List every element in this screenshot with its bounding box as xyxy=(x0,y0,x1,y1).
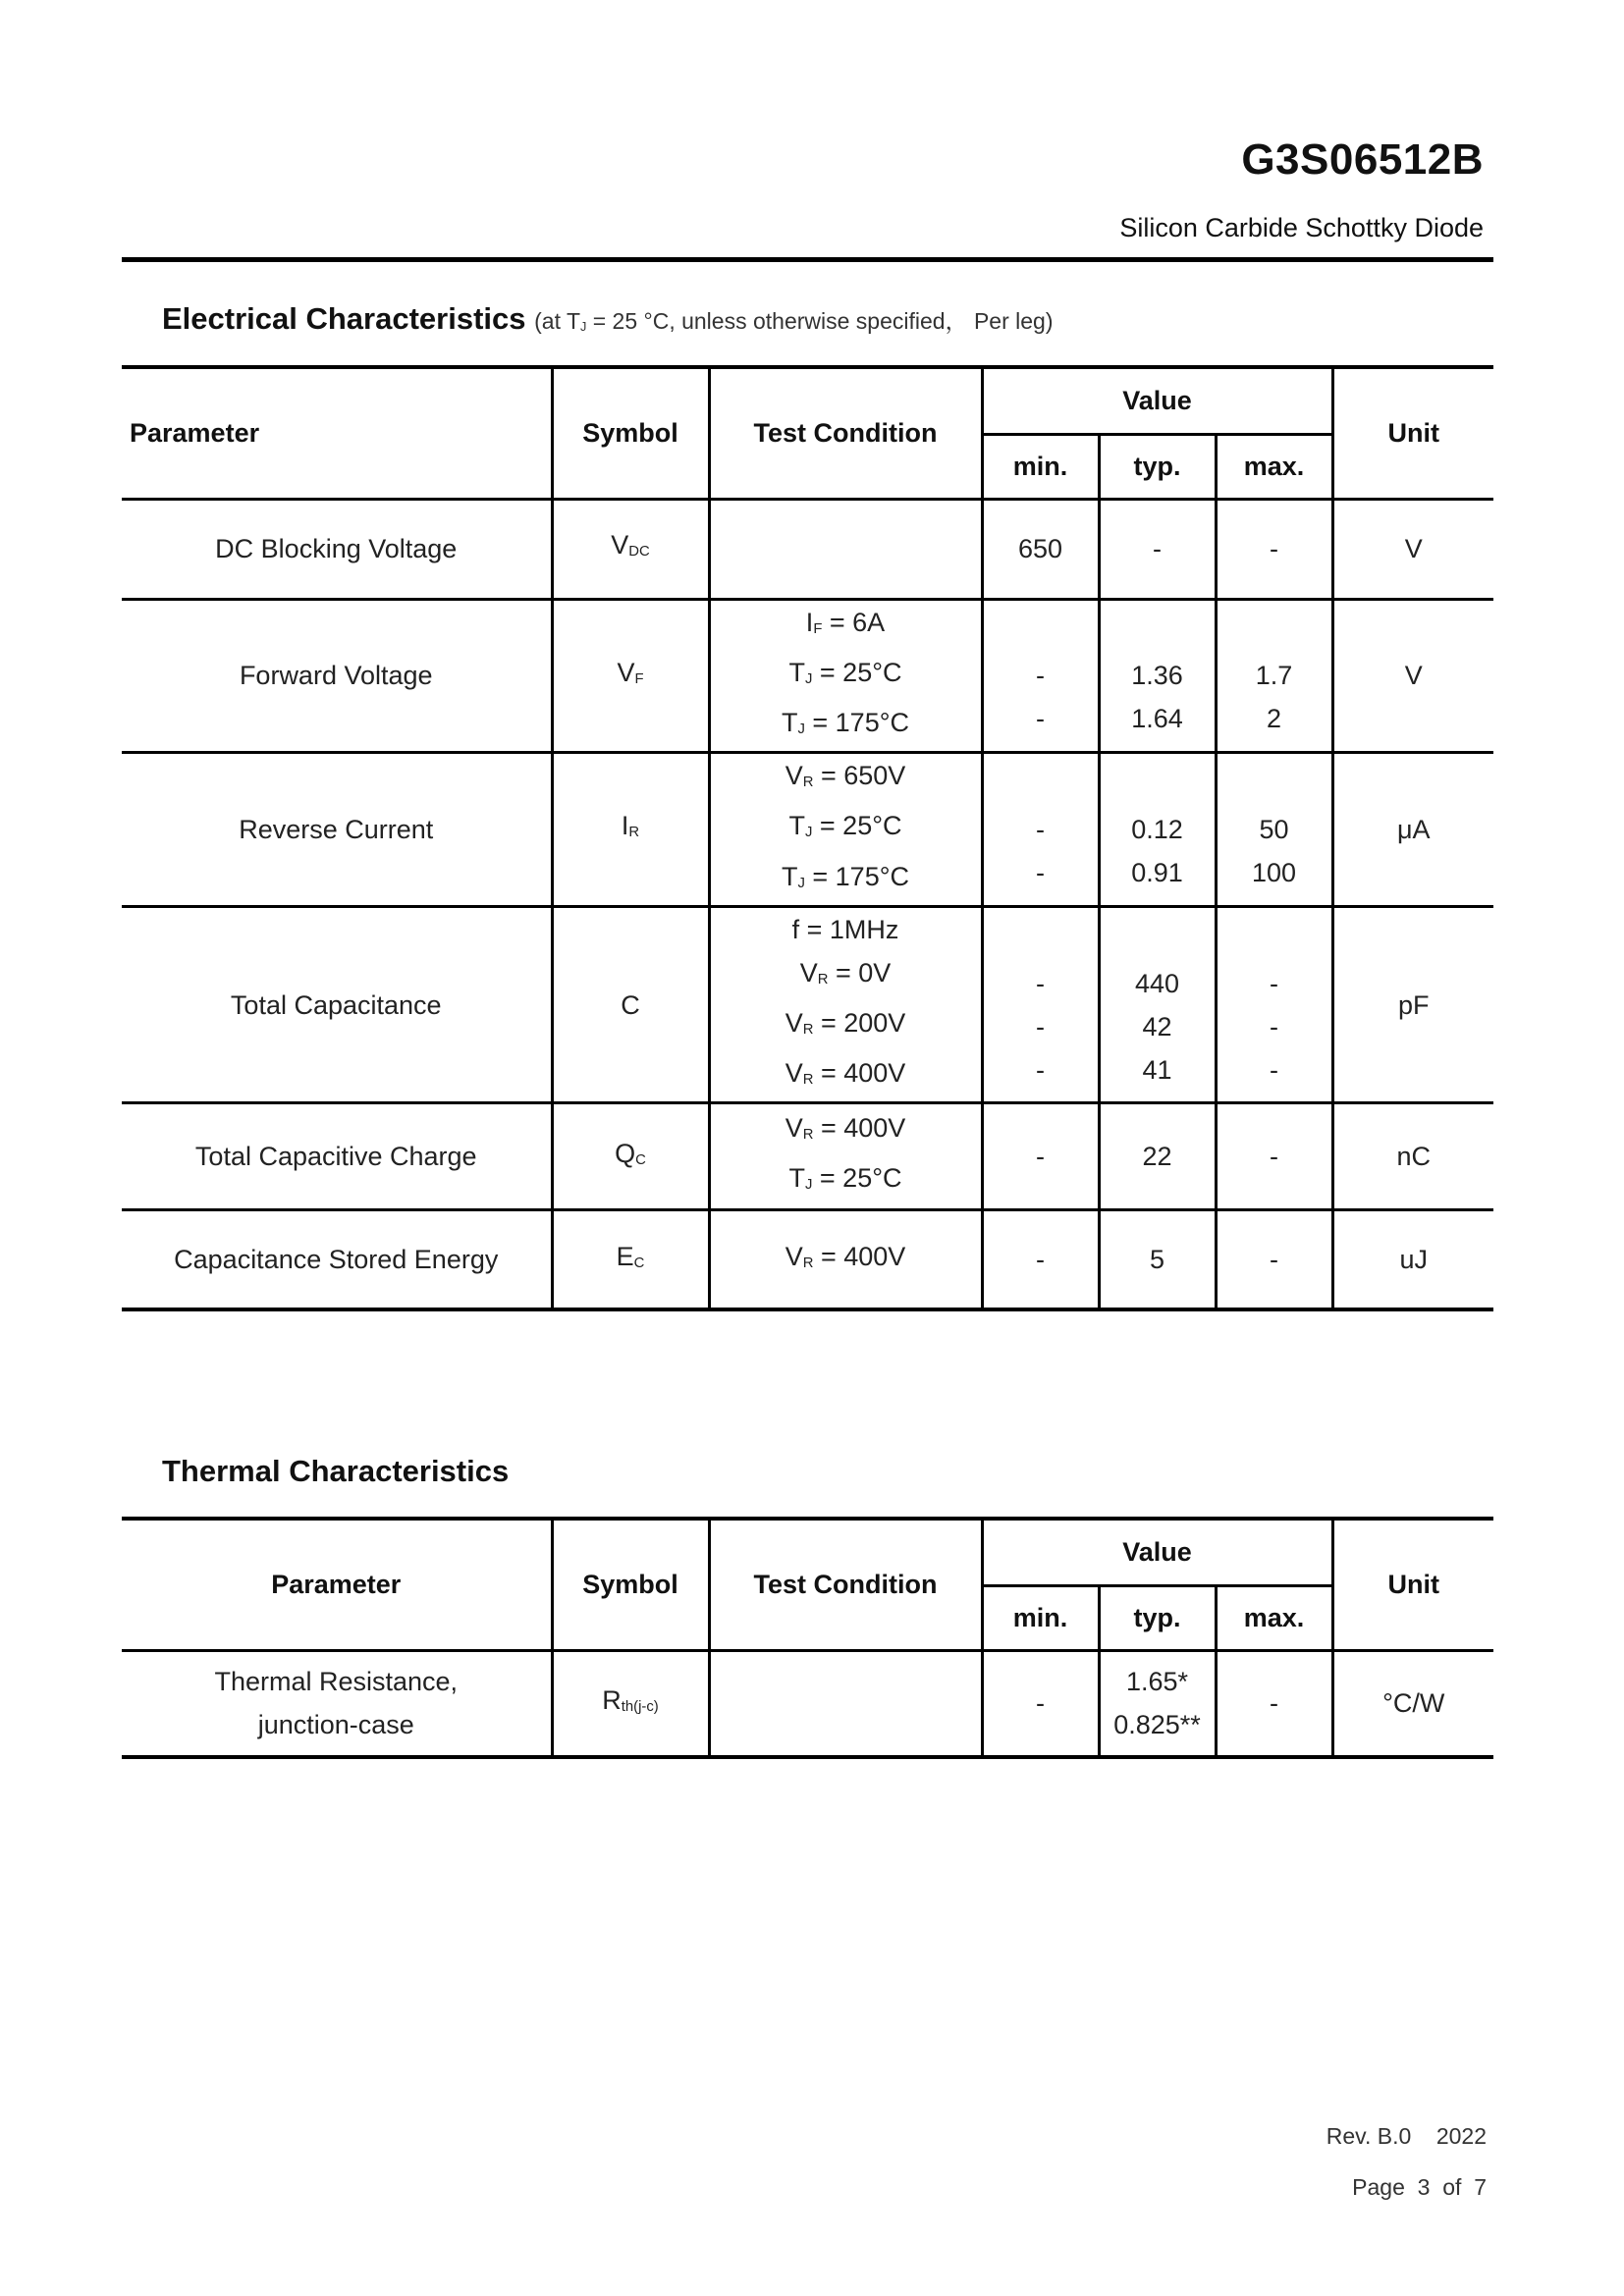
unit-cell: uJ xyxy=(1332,1210,1493,1309)
typ-cell: 440 42 41 xyxy=(1099,906,1216,1103)
symbol-cell: $Q_C$ xyxy=(552,1103,709,1210)
table-row xyxy=(122,753,1493,907)
min-cell: - - xyxy=(982,599,1099,753)
max-cell: 1.7 2 xyxy=(1216,599,1332,753)
parameter-cell: Capacitance Stored Energy xyxy=(122,1210,552,1309)
typ-cell: 5 xyxy=(1099,1210,1216,1309)
table-row xyxy=(122,499,1493,599)
header-divider xyxy=(122,257,1493,262)
header-unit: Unit xyxy=(1332,1519,1493,1650)
header-min: min. xyxy=(982,1585,1099,1650)
unit-cell: °C/W xyxy=(1332,1650,1493,1757)
test-condition-cell: $I_F = 6A$ $T_J = 25^\circ C$ $T_J = 175^\circ C$ xyxy=(709,599,982,753)
typ-cell: 22 xyxy=(1099,1103,1216,1210)
parameter-cell: DC Blocking Voltage xyxy=(122,499,552,599)
typ-cell: - xyxy=(1099,499,1216,599)
test-condition-cell: f = 1MHz $V_R = 0V$ $V_R = 200V$ $V_R = 400V$ xyxy=(709,906,982,1103)
header-symbol: Symbol xyxy=(552,1519,709,1650)
electrical-title-note: (at $T_J = 25$ °C, unless otherwise specified， Per leg) xyxy=(534,308,1054,334)
header-max: max. xyxy=(1216,1585,1332,1650)
unit-cell: μA xyxy=(1332,753,1493,907)
parameter-cell: Reverse Current xyxy=(122,753,552,907)
header-typ: typ. xyxy=(1099,434,1216,499)
test-condition-cell: $V_R = 400V$ xyxy=(709,1210,982,1309)
symbol-cell: $V_F$ xyxy=(552,599,709,753)
electrical-table xyxy=(122,365,1493,1311)
parameter-cell: Total Capacitive Charge xyxy=(122,1103,552,1210)
table-row xyxy=(122,599,1493,753)
typ-cell: 0.12 0.91 xyxy=(1099,753,1216,907)
electrical-title-text: Electrical Characteristics xyxy=(162,301,526,336)
part-number: G3S06512B xyxy=(1241,135,1484,184)
header-max: max. xyxy=(1216,434,1332,499)
header-min: min. xyxy=(982,434,1099,499)
header-parameter: Parameter xyxy=(122,367,552,499)
unit-cell: V xyxy=(1332,599,1493,753)
symbol-cell: $V_{DC}$ xyxy=(552,499,709,599)
header-value: Value xyxy=(982,1519,1332,1585)
typ-cell: 1.36 1.64 xyxy=(1099,599,1216,753)
document-subtitle: Silicon Carbide Schottky Diode xyxy=(1119,213,1484,242)
header-parameter: Parameter xyxy=(122,1519,552,1650)
header-unit: Unit xyxy=(1332,367,1493,499)
min-cell: - xyxy=(982,1103,1099,1210)
header-symbol: Symbol xyxy=(552,367,709,499)
typ-cell: 1.65* 0.825** xyxy=(1099,1650,1216,1757)
thermal-section-title: Thermal Characteristics xyxy=(162,1454,510,1488)
parameter-cell: Forward Voltage xyxy=(122,599,552,753)
header-typ: typ. xyxy=(1099,1585,1216,1650)
min-cell: - - xyxy=(982,753,1099,907)
revision-label: Rev. B.0 2022 xyxy=(1326,2123,1487,2149)
max-cell: 50 100 xyxy=(1216,753,1332,907)
table-row xyxy=(122,1650,1493,1757)
unit-cell: pF xyxy=(1332,906,1493,1103)
symbol-cell: $I_R$ xyxy=(552,753,709,907)
header-value: Value xyxy=(982,367,1332,434)
table-row xyxy=(122,906,1493,1103)
table-row xyxy=(122,1103,1493,1210)
max-cell: - xyxy=(1216,1103,1332,1210)
symbol-cell: $E_C$ xyxy=(552,1210,709,1309)
max-cell: - xyxy=(1216,1210,1332,1309)
test-condition-cell: $V_R = 650V$ $T_J = 25^\circ C$ $T_J = 175^\circ C$ xyxy=(709,753,982,907)
max-cell: - xyxy=(1216,499,1332,599)
unit-cell: nC xyxy=(1332,1103,1493,1210)
min-cell: - - - xyxy=(982,906,1099,1103)
max-cell: - xyxy=(1216,1650,1332,1757)
header-test-condition: Test Condition xyxy=(709,1519,982,1650)
header-test-condition: Test Condition xyxy=(709,367,982,499)
unit-cell: V xyxy=(1332,499,1493,599)
max-cell: - - - xyxy=(1216,906,1332,1103)
page-number: Page 3 of 7 xyxy=(1352,2174,1487,2200)
electrical-section-title xyxy=(162,301,1054,337)
symbol-cell: $R_{th(j-c)}$ xyxy=(552,1650,709,1757)
parameter-cell: Thermal Resistance, junction-case xyxy=(122,1650,552,1757)
test-condition-cell xyxy=(709,499,982,599)
min-cell: - xyxy=(982,1210,1099,1309)
min-cell: - xyxy=(982,1650,1099,1757)
test-condition-cell xyxy=(709,1650,982,1757)
min-cell: 650 xyxy=(982,499,1099,599)
thermal-table xyxy=(122,1517,1493,1759)
test-condition-cell: $V_R = 400V$ $T_J = 25^\circ C$ xyxy=(709,1103,982,1210)
parameter-cell: Total Capacitance xyxy=(122,906,552,1103)
symbol-cell: C xyxy=(552,906,709,1103)
table-row xyxy=(122,1210,1493,1309)
